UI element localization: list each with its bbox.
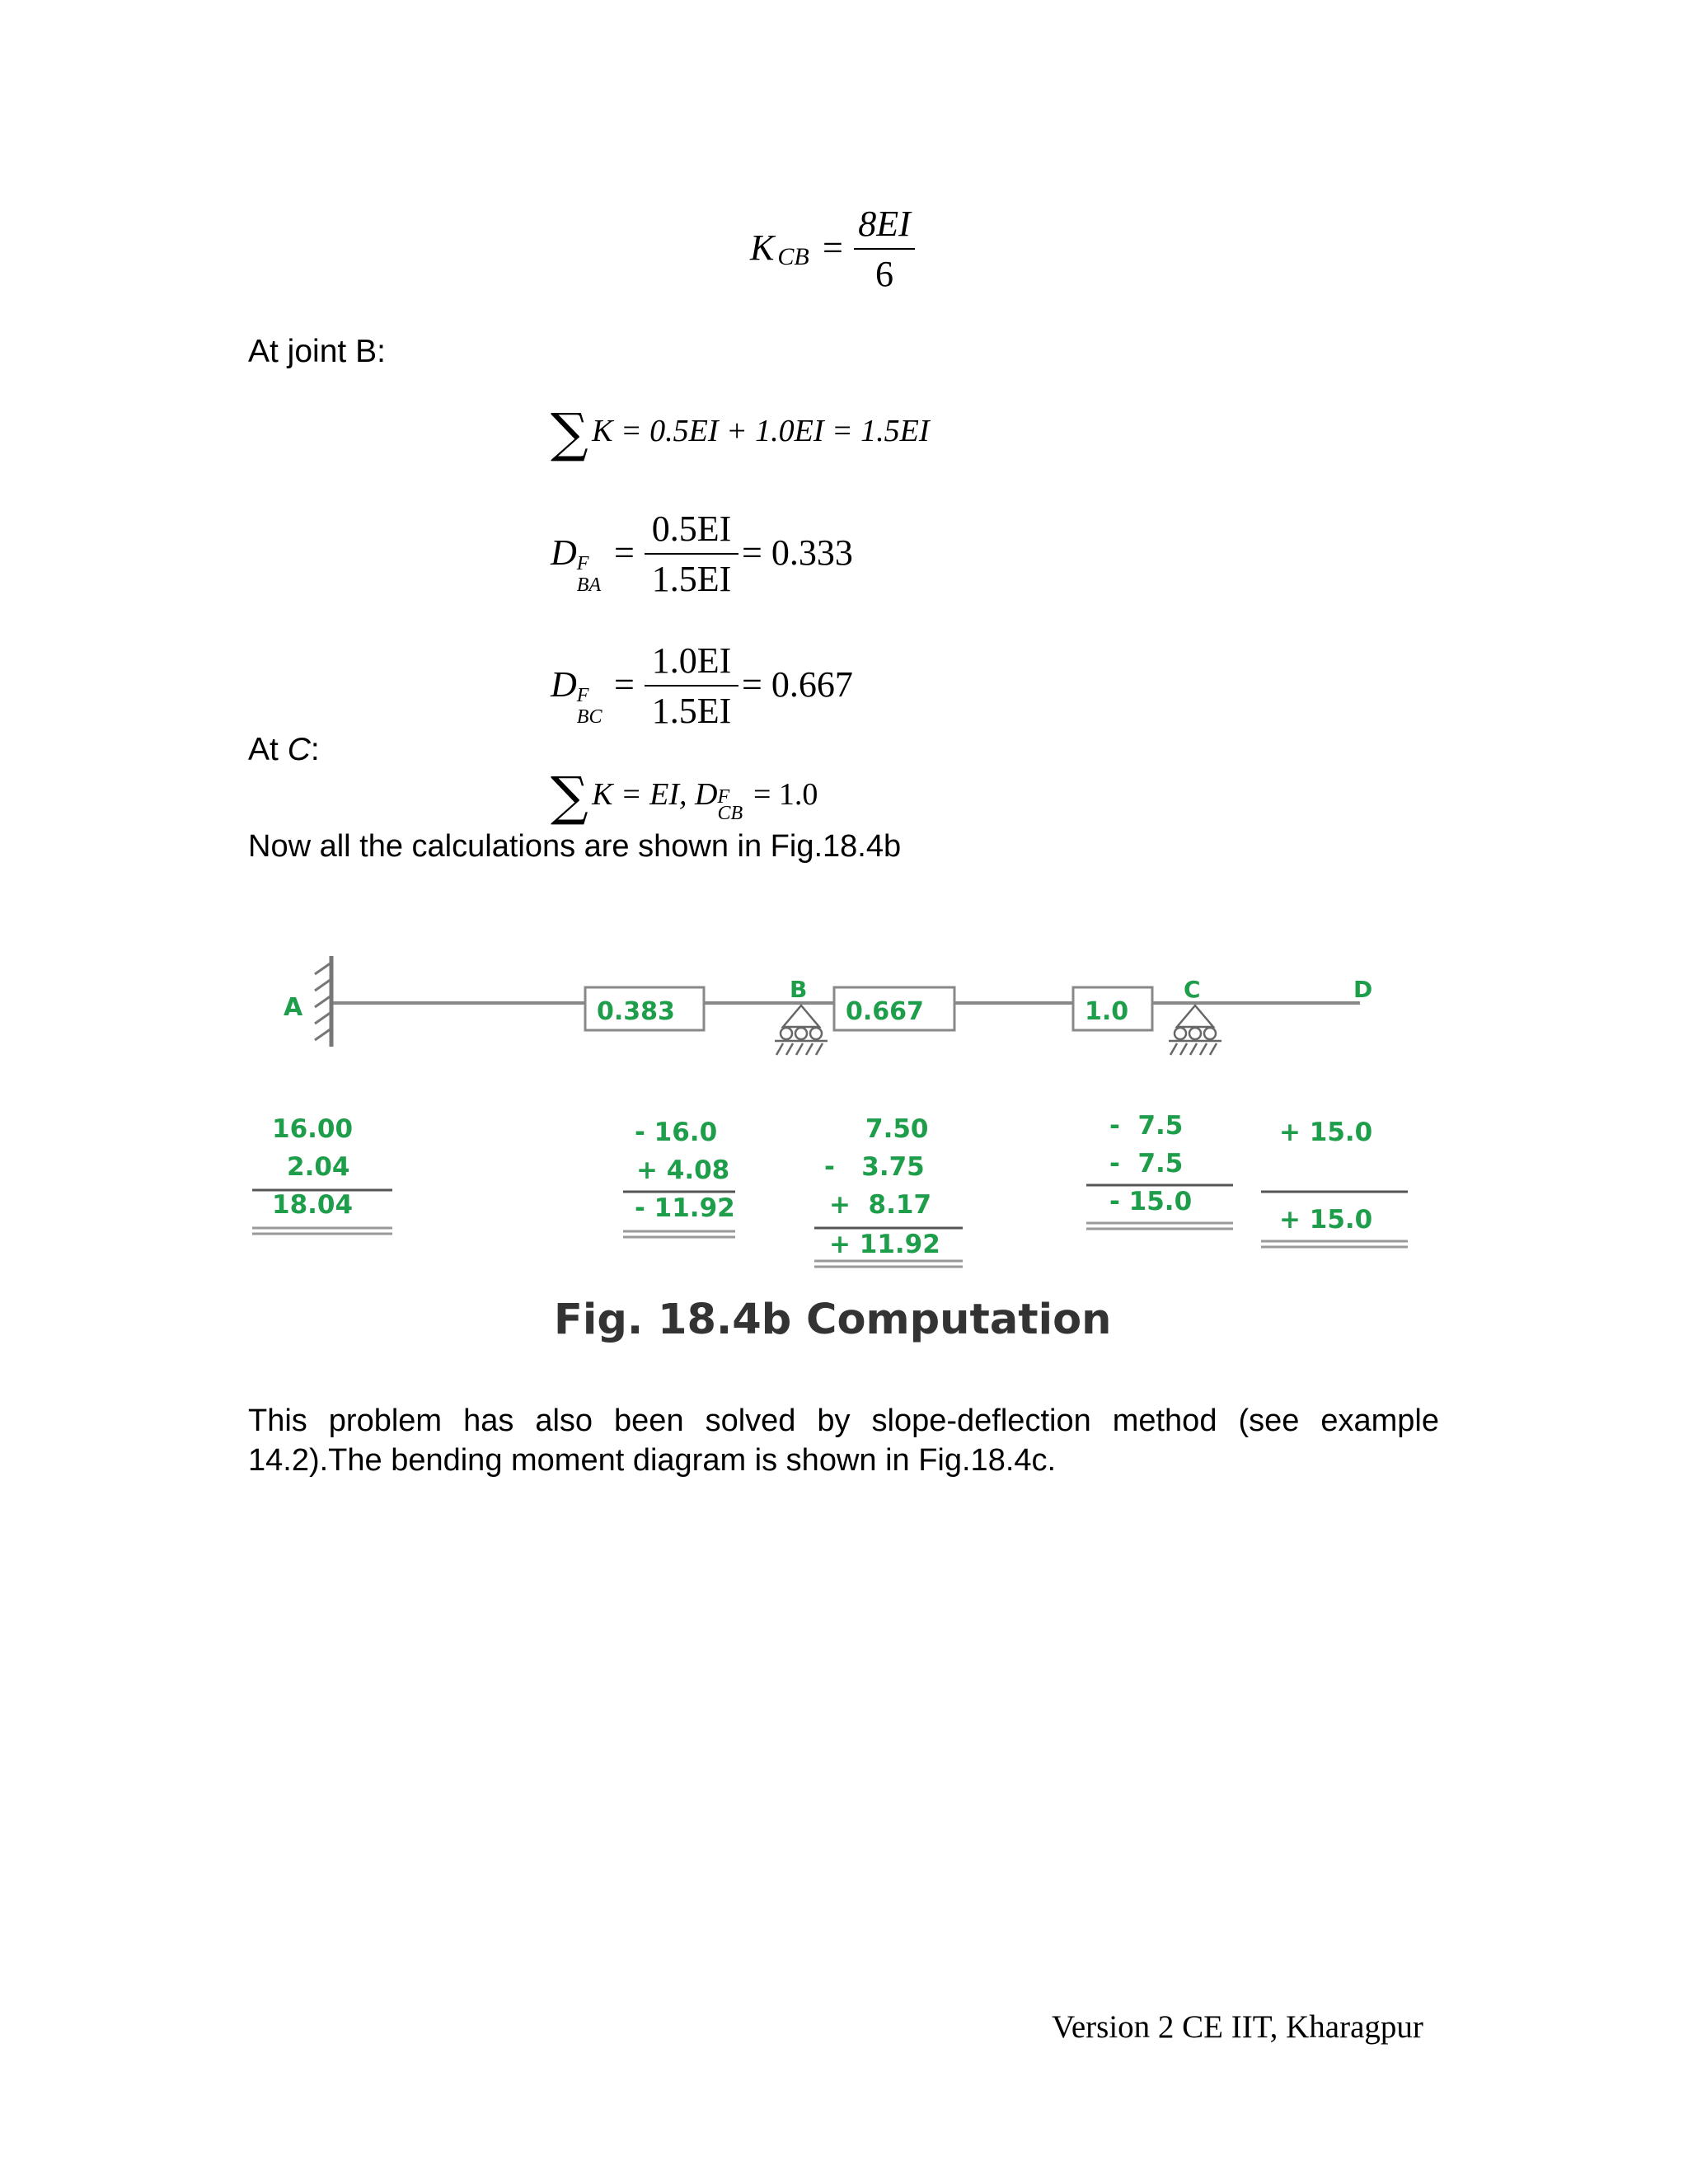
- df-box-cb-value: 1.0: [1085, 997, 1129, 1026]
- df-bc-symbol: D: [551, 664, 577, 705]
- df-box-bc-value: 0.667: [846, 997, 924, 1026]
- col-cb-total: - 15.0: [1109, 1187, 1193, 1216]
- df-bc-numerator: 1.0EI: [651, 640, 732, 681]
- heading-c-prefix: At: [248, 732, 288, 767]
- sum-k-c-expression: [592, 777, 818, 824]
- df-bc-equals: =: [614, 664, 635, 705]
- sum-k-c-expression-b: = 1.0: [753, 777, 818, 812]
- col-ba-value: + 4.08: [636, 1155, 730, 1185]
- sigma-symbol: ∑: [551, 403, 588, 464]
- df-bc-superscript: F: [576, 685, 589, 706]
- col-ba-total: - 11.92: [635, 1193, 735, 1223]
- df-ba-symbol: D: [551, 532, 577, 573]
- df-ba-fraction-bar: [645, 553, 738, 555]
- col-bc-value: + 8.17: [829, 1190, 932, 1220]
- col-bc-value: 7.50: [865, 1114, 929, 1144]
- df-bc-fraction-bar: [645, 685, 738, 687]
- heading-joint-b: At joint B:: [248, 334, 386, 369]
- df-ba-denominator: 1.5EI: [651, 559, 732, 599]
- roller-support-b-icon: [775, 1005, 828, 1055]
- intro-text: Now all the calculations are shown in Fig.18.4b: [248, 829, 902, 864]
- sigma-symbol: ∑: [551, 766, 588, 827]
- figure-caption: Fig. 18.4b Computation: [554, 1296, 1112, 1344]
- col-cd-value: + 15.0: [1279, 1118, 1373, 1147]
- col-ba-value: - 16.0: [635, 1118, 718, 1147]
- joint-label-b: B: [790, 976, 808, 1003]
- col-cd-total: + 15.0: [1279, 1205, 1373, 1235]
- col-bc-total: + 11.92: [829, 1230, 940, 1259]
- df-ba-equals: =: [614, 532, 635, 573]
- df-bc-fraction: [645, 640, 738, 732]
- df-ba-numerator: 0.5EI: [651, 509, 732, 549]
- joint-label-d: D: [1353, 976, 1373, 1003]
- joint-label-c: C: [1184, 976, 1201, 1003]
- df-box-ba-value: 0.383: [597, 997, 675, 1026]
- sum-k-c-subscript: CB: [717, 803, 743, 824]
- page-footer: Version 2 CE IIT, Kharagpur: [1052, 2009, 1423, 2045]
- df-ba-result: = 0.333: [742, 532, 853, 573]
- sum-k-b-expression: K = 0.5EI + 1.0EI = 1.5EI: [592, 414, 930, 448]
- heading-c-letter: C: [287, 732, 311, 767]
- eq-kcb-equals: =: [823, 227, 843, 268]
- fixed-support-hatching: [315, 963, 331, 1040]
- col-cb-value: - 7.5: [1109, 1111, 1184, 1141]
- eq-kcb-fraction-bar: [854, 248, 915, 250]
- df-bc-subscript: BC: [576, 706, 603, 728]
- df-ba-fraction: [645, 508, 738, 600]
- eq-kcb-fraction: [854, 203, 915, 295]
- sum-k-c-superscript: F: [717, 786, 730, 808]
- df-bc-result: = 0.667: [742, 664, 853, 705]
- eq-kcb-symbol: K: [750, 227, 775, 268]
- eq-kcb-subscript: CB: [777, 243, 809, 270]
- sum-k-c-expression-a: K = EI, D: [592, 777, 718, 812]
- df-bc-lhs: [551, 663, 603, 728]
- eq-kcb-denominator: 6: [875, 254, 893, 294]
- moment-distribution-figure: [239, 923, 1426, 1286]
- col-cb-value: - 7.5: [1109, 1149, 1184, 1179]
- roller-support-c-icon: [1169, 1005, 1221, 1055]
- col-bc-value: - 3.75: [824, 1152, 925, 1182]
- col-a-total: 18.04: [272, 1190, 354, 1220]
- df-bc-denominator: 1.5EI: [651, 691, 732, 731]
- heading-c-suffix: :: [310, 732, 320, 767]
- col-a-value: 2.04: [287, 1152, 350, 1182]
- df-ba-lhs: [551, 532, 602, 596]
- joint-label-a: A: [284, 993, 303, 1022]
- col-a-value: 16.00: [272, 1114, 354, 1144]
- heading-joint-c: [248, 732, 320, 768]
- closing-text: This problem has also been solved by slope-deflection method (see example 14.2).The bending moment diagram is shown in Fig.18.4c.: [248, 1404, 1439, 1478]
- sum-k-joint-c: [551, 766, 818, 827]
- df-ba-superscript: F: [576, 553, 589, 574]
- eq-kcb-numerator: 8EI: [858, 204, 911, 244]
- sum-k-joint-b: [551, 403, 930, 464]
- df-ba-subscript: BA: [576, 574, 602, 596]
- eq-kcb-lhs: [750, 227, 809, 270]
